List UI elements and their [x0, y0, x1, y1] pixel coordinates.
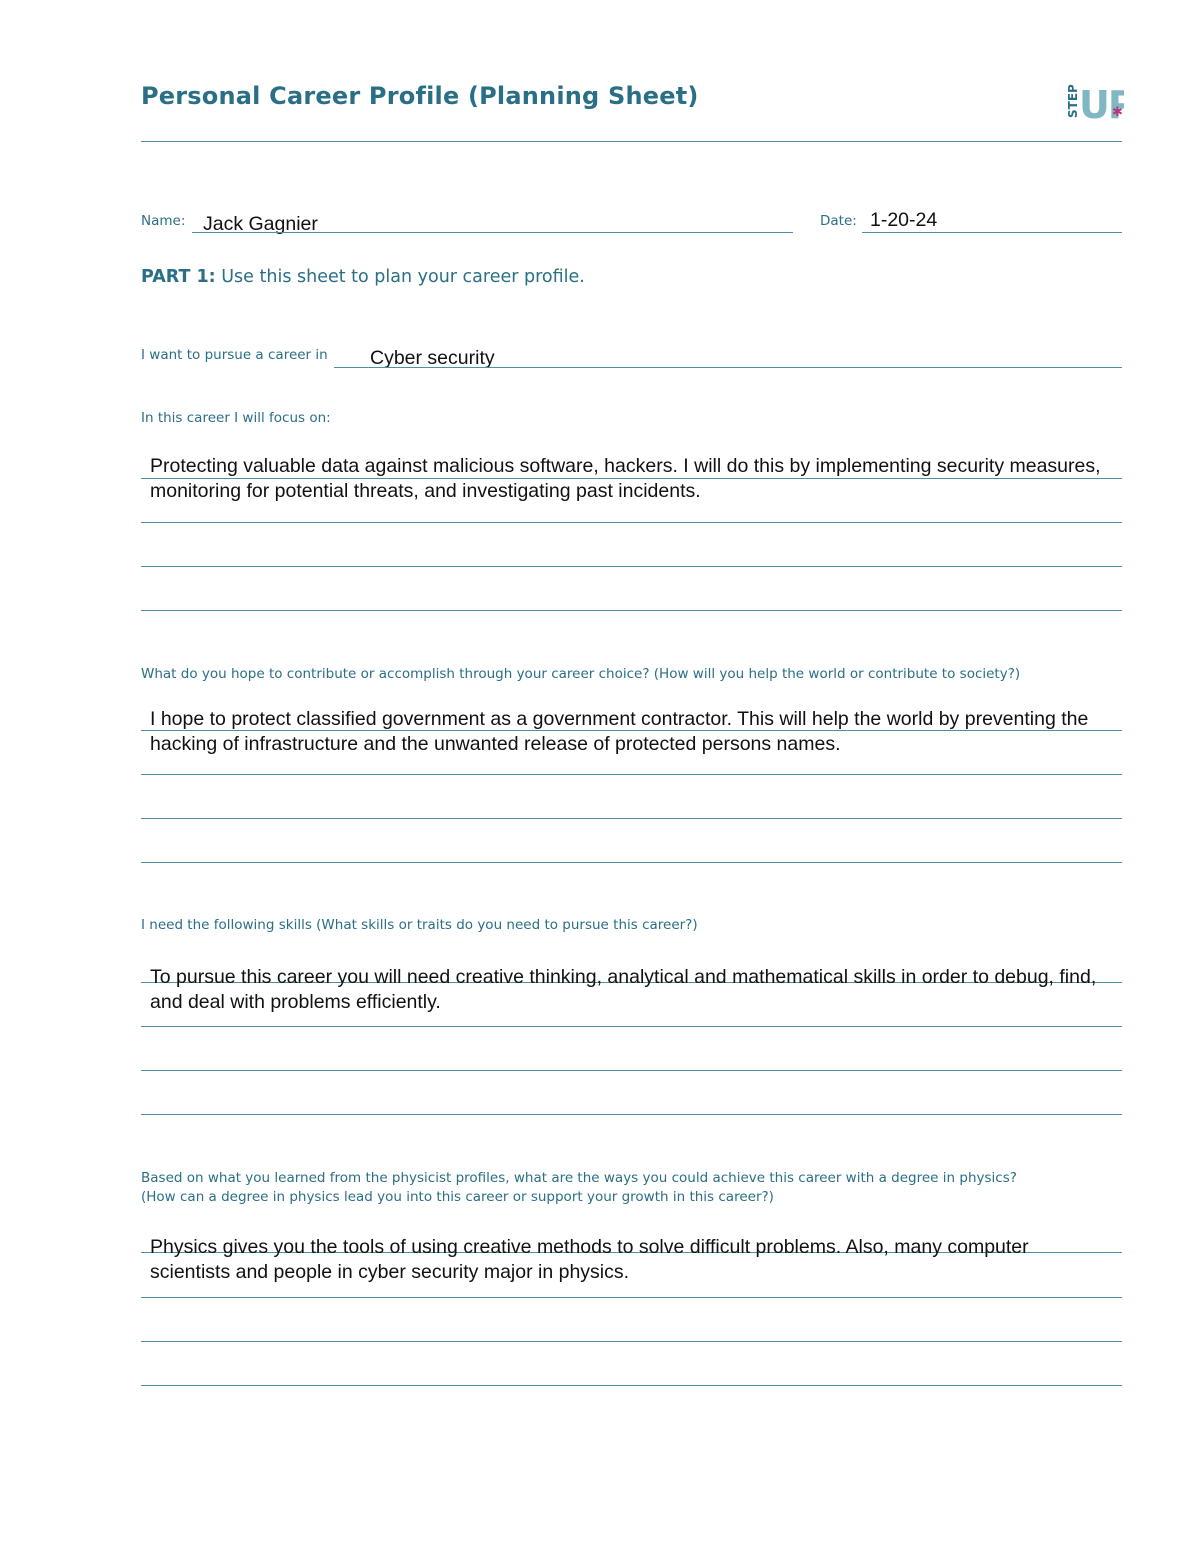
header-divider: [141, 141, 1122, 142]
answer-line: [141, 774, 1122, 775]
date-underline: [862, 232, 1122, 233]
part1-label: PART 1:: [141, 267, 216, 287]
answer-line: [141, 1341, 1122, 1342]
skills-answer[interactable]: To pursue this career you will need creative thinking, analytical and mathematical skills in order to debug, find, and deal with problems efficiently.: [150, 966, 1097, 1013]
name-underline: [192, 232, 793, 233]
career-label: I want to pursue a career in: [141, 347, 328, 363]
part1-heading: [141, 267, 585, 287]
name-label: Name:: [141, 213, 186, 229]
logo-up-text: UP: [1079, 83, 1124, 122]
logo-step-text: STEP: [1066, 84, 1080, 118]
answer-line: [141, 1297, 1122, 1298]
career-field[interactable]: Cyber security: [370, 347, 495, 369]
focus-answer[interactable]: Protecting valuable data against malicious software, hackers. I will do this by implementing security measures, monitoring for potential threats, and investigating past incidents.: [150, 455, 1101, 502]
answer-line: [141, 1026, 1122, 1027]
page-title: Personal Career Profile (Planning Sheet): [141, 82, 699, 110]
answer-line: [141, 818, 1122, 819]
answer-line: [141, 1070, 1122, 1071]
career-underline: [334, 367, 1122, 368]
answer-line: [141, 862, 1122, 863]
physics-answer[interactable]: Physics gives you the tools of using creative methods to solve difficult problems. Also, many computer scientists and people in cyber security major in physics.: [150, 1236, 1029, 1283]
answer-line: [141, 522, 1122, 523]
name-field[interactable]: Jack Gagnier: [203, 213, 318, 235]
step-up-logo: [1064, 78, 1124, 122]
date-field[interactable]: 1-20-24: [870, 209, 938, 231]
answer-line: [141, 566, 1122, 567]
date-label: Date:: [820, 213, 857, 229]
focus-label: In this career I will focus on:: [141, 410, 331, 426]
skills-label: I need the following skills (What skills or traits do you need to pursue this career?): [141, 917, 698, 933]
answer-line: [141, 1114, 1122, 1115]
contribute-answer[interactable]: I hope to protect classified government as a government contractor. This will help the world by preventing the hacking of infrastructure and the unwanted release of protected persons names.: [150, 708, 1089, 755]
physics-label-line2: (How can a degree in physics lead you into this career or support your growth in this career?): [141, 1189, 774, 1205]
physics-label-line1: Based on what you learned from the physicist profiles, what are the ways you could achieve this career with a degree in physics?: [141, 1170, 1017, 1186]
contribute-label: What do you hope to contribute or accomplish through your career choice? (How will you help the world or contribute to society?): [141, 666, 1021, 682]
logo-asterisk-icon: ✱: [1112, 105, 1123, 120]
answer-line: [141, 1385, 1122, 1386]
part1-instruction: Use this sheet to plan your career profile.: [221, 267, 585, 287]
answer-line: [141, 610, 1122, 611]
